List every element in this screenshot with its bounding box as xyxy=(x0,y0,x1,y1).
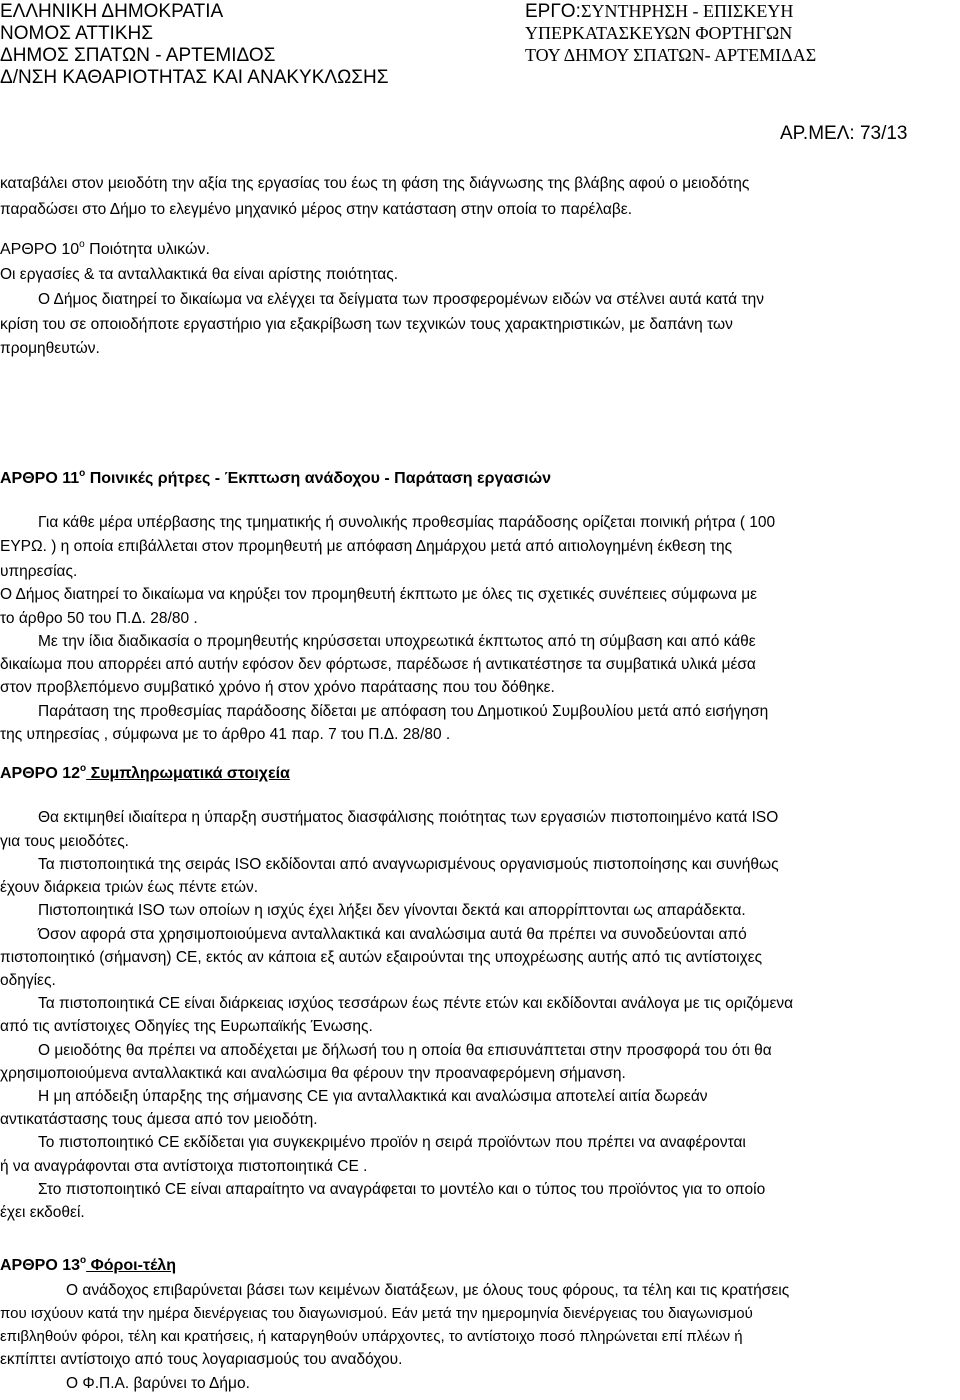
article-12-heading xyxy=(0,765,290,783)
header-left-line-3: ΔΗΜΟΣ ΣΠΑΤΩΝ - ΑΡΤΕΜΙΔΟΣ xyxy=(0,45,276,66)
article-13-line-3: επιβληθούν φόροι, τέλη και κρατήσεις, ή καταργηθούν υπάρχοντες, το αντίστοιχο ποσό πληρώνεται επί πλέων ή xyxy=(0,1328,743,1345)
article-11-line-5: το άρθρο 50 του Π.Δ. 28/80 . xyxy=(0,610,198,627)
article-13-prefix: ΑΡΘΡΟ 13 xyxy=(0,1257,81,1274)
header-project-line-2: ΥΠΕΡΚΑΤΑΣΚΕΥΩΝ ΦΟΡΤΗΓΩΝ xyxy=(525,23,793,43)
article-11-line-1: Για κάθε μέρα υπέρβασης της τμηματικής ή συνολικής προθεσμίας παράδοσης ορίζεται ποινική ρήτρα ( 100 xyxy=(38,514,776,531)
article-11-line-6: Με την ίδια διαδικασία ο προμηθευτής κηρύσσεται υποχρεωτικά έκπτωτος από τη σύμβαση και από κάθε xyxy=(38,633,756,650)
header-project-line-3: ΤΟΥ ΔΗΜΟΥ ΣΠΑΤΩΝ- ΑΡΤΕΜΙΔΑΣ xyxy=(525,45,817,65)
intro-line-2: παραδώσει στο Δήμο το ελεγμένο μηχανικό μέρος στην κατάσταση στην οποία το παρέλαβε. xyxy=(0,201,633,218)
header-left-line-2: ΝΟΜΟΣ ΑΤΤΙΚΗΣ xyxy=(0,23,153,44)
article-10-line-2: Ο Δήμος διατηρεί το δικαίωμα να ελέγχει τα δείγματα των προσφερομένων ειδών να στέλνει αυτά κατά την xyxy=(38,291,764,308)
header-left-line-4: Δ/ΝΣΗ ΚΑΘΑΡΙΟΤΗΤΑΣ ΚΑΙ ΑΝΑΚΥΚΛΩΣΗΣ xyxy=(0,67,389,88)
article-12-line-6: Όσον αφορά στα χρησιμοποιούμενα ανταλλακτικά και αναλώσιμα αυτά θα πρέπει να συνοδεύονται από xyxy=(38,926,747,943)
article-11-sup: ο xyxy=(79,468,86,479)
article-10-line-1: Οι εργασίες & τα ανταλλακτικά θα είναι αρίστης ποιότητας. xyxy=(0,266,399,283)
article-13-title: Φόροι-τέλη xyxy=(86,1257,176,1274)
article-12-line-15: Το πιστοποιητικό CE εκδίδεται για συγκεκριμένο προϊόν η σειρά προϊόντων που πρέπει να αναφέρονται xyxy=(38,1134,746,1151)
article-12-sup: ο xyxy=(80,763,87,774)
article-12-line-2: για τους μειοδότες. xyxy=(0,833,129,850)
article-10-line-4: προμηθευτών. xyxy=(0,340,100,357)
header-project-label: ΕΡΓΟ: xyxy=(525,1,581,22)
article-12-prefix: ΑΡΘΡΟ 12 xyxy=(0,765,81,782)
article-10-title: Ποιότητα υλικών. xyxy=(84,241,210,258)
article-12-line-11: Ο μειοδότης θα πρέπει να αποδέχεται με δήλωσή του η οποία θα επισυνάπτεται στην προσφορά του ότι θα xyxy=(38,1042,772,1059)
article-13-line-1: Ο ανάδοχος επιβαρύνεται βάσει των κειμένων διατάξεων, με όλους τους φόρους, τα τέλη και τις κρατήσεις xyxy=(66,1282,790,1299)
article-12-line-18: έχει εκδοθεί. xyxy=(0,1204,85,1221)
article-10-sup: ο xyxy=(79,239,85,250)
intro-line-1: καταβάλει στον μειοδότη την αξία της εργασίας του έως τη φάση της διάγνωσης της βλάβης αφού ο μειοδότης xyxy=(0,175,750,192)
article-12-line-1: Θα εκτιμηθεί ιδιαίτερα η ύπαρξη συστήματος διασφάλισης ποιότητας των εργασιών πιστοποιημένο κατά ISO xyxy=(38,809,779,826)
article-11-line-3: υπηρεσίας. xyxy=(0,563,78,580)
article-12-line-9: Τα πιστοποιητικά CE είναι διάρκειας ισχύος τεσσάρων έως πέντε ετών και εκδίδονται ανάλογα με τις οριζόμενα xyxy=(38,995,794,1012)
article-11-line-10: της υπηρεσίας , σύμφωνα με το άρθρο 41 παρ. 7 του Π.Δ. 28/80 . xyxy=(0,726,451,743)
reference-number: ΑΡ.ΜΕΛ: 73/13 xyxy=(780,123,908,144)
article-12-line-10: από τις αντίστοιχες Οδηγίες της Ευρωπαϊκής Ένωσης. xyxy=(0,1018,373,1035)
article-11-line-8: στον προβλεπόμενο συμβατικό χρόνο ή στον χρόνο παράτασης που του δόθηκε. xyxy=(0,679,555,696)
article-13-sup: ο xyxy=(80,1255,87,1266)
article-12-line-14: αντικατάστασης τους άμεσα από τον μειοδότη. xyxy=(0,1111,318,1128)
article-12-line-12: χρησιμοποιούμενα ανταλλακτικά και αναλώσιμα θα φέρουν την προαναφερόμενη σήμανση. xyxy=(0,1065,626,1082)
article-11-prefix: ΑΡΘΡΟ 11 xyxy=(0,470,80,487)
article-12-line-16: ή να αναγράφονται στα αντίστοιχα πιστοποιητικά CE . xyxy=(0,1158,368,1175)
article-11-line-9: Παράταση της προθεσμίας παράδοσης δίδεται με απόφαση του Δημοτικού Συμβουλίου μετά από εισήγηση xyxy=(38,703,769,720)
article-13-line-5: Ο Φ.Π.Α. βαρύνει το Δήμο. xyxy=(66,1375,250,1392)
article-12-line-8: οδηγίες. xyxy=(0,972,56,989)
article-13-line-4: εκπίπτει αντίστοιχο από τους λογαριασμούς του αναδόχου. xyxy=(0,1351,403,1368)
article-13-heading xyxy=(0,1257,176,1275)
article-10-line-3: κρίση του σε οποιοδήποτε εργαστήριο για εξακρίβωση των τεχνικών τους χαρακτηριστικών, με δαπάνη των xyxy=(0,316,733,333)
article-12-title: Συμπληρωματικά στοιχεία xyxy=(86,765,290,782)
article-12-line-7: πιστοποιητικό (σήμανση) CE, εκτός αν κάποια εξ αυτών εξαιρούνται της υποχρέωσης αυτής από τις αντίστοιχες xyxy=(0,949,763,966)
article-11-heading xyxy=(0,470,551,488)
article-10-heading xyxy=(0,241,210,259)
article-13-line-2: που ισχύουν κατά την ημέρα διενέργειας του διαγωνισμού. Εάν μετά την ημερομηνία διενέργειας του διαγωνισμού xyxy=(0,1305,753,1322)
article-11-line-7: δικαίωμα που απορρέει από αυτήν εφόσον δεν φόρτωσε, παρέδωσε ή αντικατέστησε τα συμβατικά υλικά μέσα xyxy=(0,656,756,673)
article-10-prefix: ΑΡΘΡΟ 10 xyxy=(0,241,80,258)
article-12-line-13: Η μη απόδειξη ύπαρξης της σήμανσης CE για ανταλλακτικά και αναλώσιμα αποτελεί αιτία δωρεάν xyxy=(38,1088,708,1105)
header-project-line-1: ΣΥΝΤΗΡΗΣΗ - ΕΠΙΣΚΕΥΗ xyxy=(581,1,794,21)
article-12-line-4: έχουν διάρκεια τριών έως πέντε ετών. xyxy=(0,879,258,896)
article-11-line-4: Ο Δήμος διατηρεί το δικαίωμα να κηρύξει τον προμηθευτή έκπτωτο με όλες τις σχετικές συνέπειες σύμφωνα με xyxy=(0,586,758,603)
header-left-line-1: ΕΛΛΗΝΙΚΗ ΔΗΜΟΚΡΑΤΙΑ xyxy=(0,1,224,22)
article-12-line-17: Στο πιστοποιητικό CE είναι απαραίτητο να αναγράφεται το μοντέλο και ο τύπος του προϊόντος για το οποίο xyxy=(38,1181,766,1198)
article-12-line-5: Πιστοποιητικά ISO των οποίων η ισχύς έχει λήξει δεν γίνονται δεκτά και απορρίπτονται ως απαράδεκτα. xyxy=(38,902,746,919)
article-11-line-2: ΕΥΡΩ. ) η οποία επιβάλλεται στον προμηθευτή με απόφαση Δημάρχου μετά από αιτιολογημένη έκθεση της xyxy=(0,538,733,555)
article-11-title: Ποινικές ρήτρες - Έκπτωση ανάδοχου - Παράταση εργασιών xyxy=(85,470,552,487)
article-12-line-3: Τα πιστοποιητικά της σειράς ISO εκδίδονται από αναγνωρισμένους οργανισμούς πιστοποίησης και συνήθως xyxy=(38,856,779,873)
